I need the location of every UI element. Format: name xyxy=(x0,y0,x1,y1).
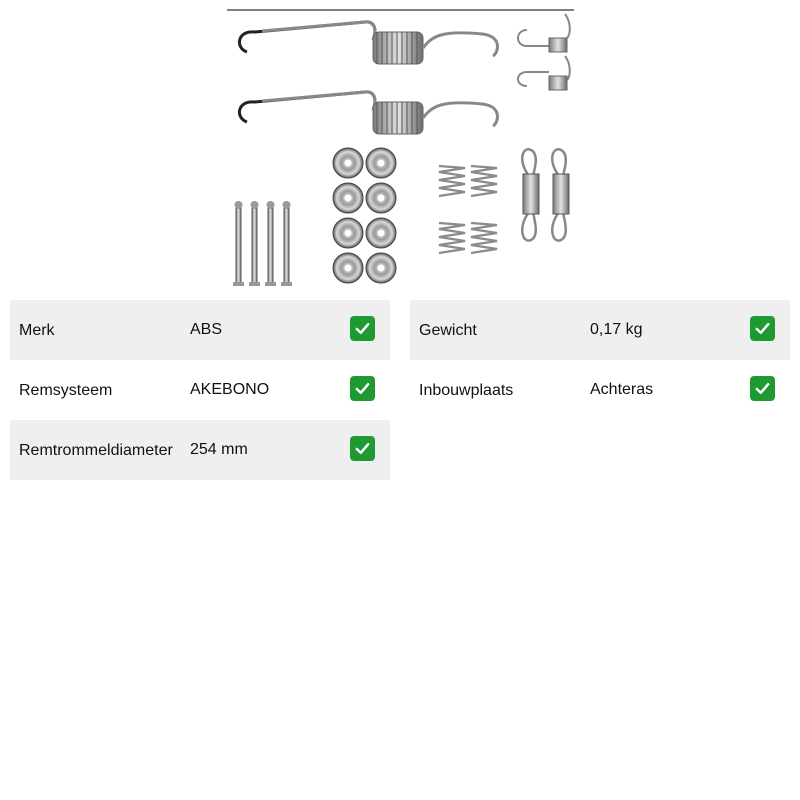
spec-row-merk xyxy=(10,300,390,360)
spec-value: 254 mm xyxy=(190,441,248,458)
spec-label: Merk xyxy=(19,322,55,339)
check-mark-icon xyxy=(350,436,375,461)
spec-label: Remtrommeldiameter xyxy=(19,442,173,459)
check-mark-icon xyxy=(750,376,775,401)
spec-value: Achteras xyxy=(590,381,654,398)
check-mark-icon xyxy=(750,316,775,341)
check-mark-icon xyxy=(350,376,375,401)
check-mark-icon xyxy=(350,316,375,341)
specs-column-left xyxy=(10,300,390,480)
spec-label: Gewicht xyxy=(419,322,477,339)
spec-row-remsysteem xyxy=(10,360,390,420)
spec-row-gewicht xyxy=(410,300,790,360)
spec-value: ABS xyxy=(190,321,223,338)
specs-column-right xyxy=(410,300,790,420)
spec-row-inbouwplaats xyxy=(410,360,790,420)
spec-label: Inbouwplaats xyxy=(419,382,514,399)
spec-value: 0,17 kg xyxy=(590,321,643,338)
spec-value: AKEBONO xyxy=(190,381,270,398)
product-image xyxy=(227,0,574,290)
spec-label: Remsysteem xyxy=(19,382,113,399)
spec-row-remtrommeldiameter xyxy=(10,420,390,480)
